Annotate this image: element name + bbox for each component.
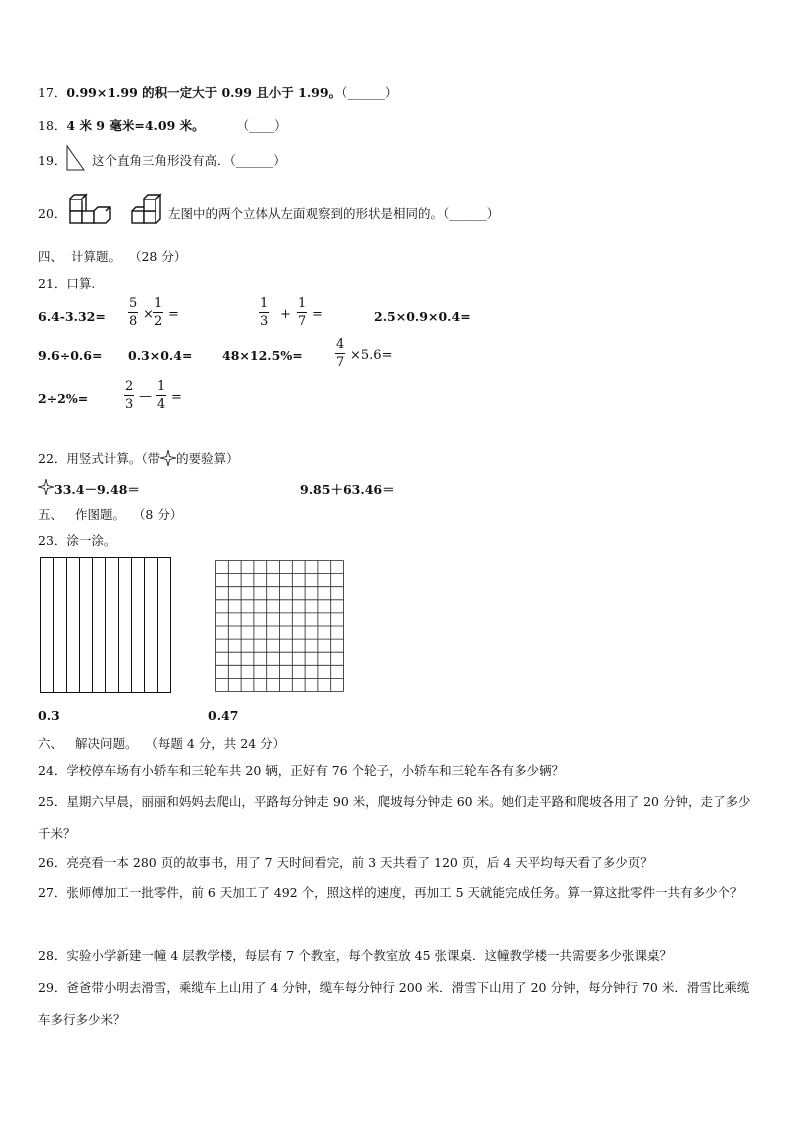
question-text: 张师傅加工一批零件，前 6 天加工了 492 个，照这样的速度，再加工 5 天就能完成任务。算一算这批零件一共有多少个？ [66, 885, 743, 900]
question-number: 17． [38, 85, 67, 100]
question-29 [38, 972, 758, 1036]
calc-item-h-rest: ×5.6= [350, 348, 393, 363]
question-20-text [168, 204, 499, 222]
question-number: 20． [38, 206, 67, 221]
question-number: 18． [38, 118, 67, 133]
calc-item-f: 0.3×0.4= [128, 348, 193, 363]
calc-item-i: 2÷2%= [38, 391, 89, 406]
question-number: 29． [38, 980, 67, 995]
question-number: 23． [38, 533, 67, 548]
question-number: 26． [38, 855, 67, 870]
question-number: 24． [38, 763, 67, 778]
equals: = [171, 390, 182, 405]
star-mark-icon [38, 479, 54, 495]
question-text: 0.99×1.99 的积一定大于 0.99 且小于 1.99。 [66, 85, 342, 100]
question-25 [38, 786, 758, 850]
section-title: 解决问题。 [74, 736, 138, 751]
vertical-calc-1: 33.4－9.48＝ [54, 482, 140, 497]
fraction-1-7: 1 7 [298, 296, 307, 329]
operator: + [280, 307, 291, 322]
question-18 [38, 116, 287, 134]
star-mark-icon [160, 450, 176, 466]
calc-item-g: 48×12.5%= [222, 348, 303, 363]
equals: = [168, 307, 179, 322]
section-title: 计算题。 [70, 249, 121, 264]
fraction-5-8: 5 8 [129, 296, 138, 329]
hundredths-square-grid[interactable] [215, 560, 346, 694]
section-points: （28 分） [128, 249, 187, 264]
question-number: 27． [38, 885, 67, 900]
tenths-strip-grid[interactable] [40, 557, 172, 694]
section-label: 五、 [38, 507, 64, 522]
fraction-1-3: 1 3 [260, 296, 269, 329]
equals: = [312, 307, 323, 322]
question-28 [38, 946, 672, 964]
question-text: 实验小学新建一幢 4 层教学楼，每层有 7 个教室，每个教室放 45 张课桌．这幢教学楼一共需要多少张课桌？ [66, 948, 673, 963]
question-number: 21． [38, 276, 67, 291]
question-title: 口算. [66, 276, 96, 291]
question-number: 19． [38, 153, 67, 168]
question-text: 亮亮看一本 280 页的故事书，用了 7 天时间看完，前 3 天共看了 120 页，后 4 天平均每天看了多少页？ [66, 855, 653, 870]
question-title: 涂一涂。 [66, 533, 117, 548]
question-19-text [92, 151, 286, 169]
cube-solid-right-figure [128, 188, 168, 232]
fraction-4-7: 4 7 [336, 337, 345, 370]
answer-blank[interactable]: （______） [229, 153, 286, 168]
fraction-1-4: 1 4 [157, 379, 166, 412]
question-22 [38, 447, 239, 467]
question-text: 左图中的两个立体从左面观察到的形状是相同的。 [168, 206, 444, 221]
calc-item-d: 2.5×0.9×0.4= [374, 309, 471, 324]
grid-label-1: 0.3 [38, 708, 60, 723]
question-24 [38, 761, 564, 779]
cube-solid-left-figure [66, 190, 114, 230]
section-5-heading [38, 505, 182, 523]
question-21 [38, 274, 95, 292]
right-triangle-figure [64, 144, 86, 172]
question-26 [38, 853, 653, 871]
question-19 [38, 151, 66, 169]
section-label: 四、 [38, 249, 64, 264]
section-title: 作图题。 [74, 507, 125, 522]
section-4-heading [38, 247, 186, 265]
calc-item-e: 9.6÷0.6= [38, 348, 103, 363]
question-17 [38, 83, 397, 101]
fraction-2-3: 2 3 [125, 379, 134, 412]
operator: — [139, 389, 152, 404]
question-number: 28． [38, 948, 67, 963]
section-points: （每题 4 分，共 24 分） [145, 736, 286, 751]
answer-blank[interactable]: （______） [443, 206, 500, 221]
question-27 [38, 877, 758, 909]
fraction-1-2: 1 2 [154, 296, 163, 329]
question-text: 爸爸带小明去滑雪，乘缆车上山用了 4 分钟，缆车每分钟行 200 米．滑雪下山用了 20 分钟，每分钟行 70 米．滑雪比乘缆车多行多少米？ [38, 980, 750, 1027]
section-points: （8 分） [132, 507, 183, 522]
question-title-b: 的要验算） [176, 451, 239, 466]
question-text: 学校停车场有小轿车和三轮车共 20 辆，正好有 76 个轮子，小轿车和三轮车各有多少辆？ [66, 763, 565, 778]
question-text: 这个直角三角形没有高． [92, 153, 230, 168]
answer-blank[interactable]: （____） [236, 118, 287, 133]
operator: × [143, 307, 154, 322]
grid-label-2: 0.47 [208, 708, 239, 723]
question-number: 25． [38, 794, 67, 809]
question-23 [38, 531, 116, 549]
question-20 [38, 204, 66, 222]
answer-blank[interactable]: （______） [341, 85, 398, 100]
question-number: 22． [38, 451, 67, 466]
section-label: 六、 [38, 736, 64, 751]
question-text: 星期六早晨，丽丽和妈妈去爬山，平路每分钟走 90 米，爬坡每分钟走 60 米。她们走平路和爬坡各用了 20 分钟，走了多少千米？ [38, 794, 751, 841]
question-text: 4 米 9 毫米=4.09 米。 [66, 118, 205, 133]
vertical-calc-2: 9.85＋63.46＝ [300, 482, 395, 497]
question-title-a: 用竖式计算。（带 [66, 451, 161, 466]
section-6-heading [38, 734, 285, 752]
calc-item-a: 6.4-3.32= [38, 309, 106, 324]
